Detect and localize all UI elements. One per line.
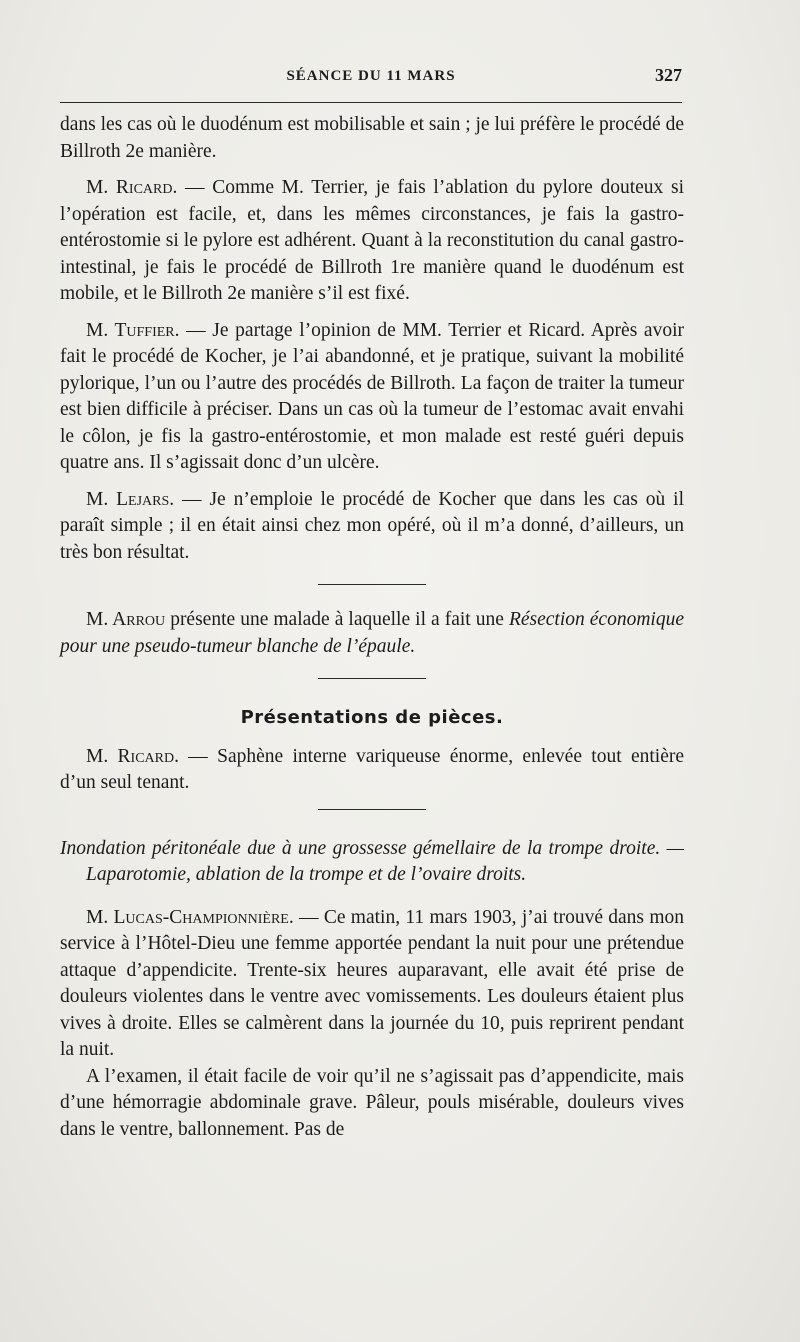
section-heading: Présentations de pièces.	[240, 707, 504, 728]
paragraph-text: — Saphène interne variqueuse énorme, enlevée tout entière d’un seul tenant.	[60, 745, 684, 793]
paragraph-text: — Je partage l’opinion de MM. Terrier et Ricard. Après avoir fait le procédé de Kocher, je l’ai abandonné, et je pratique, suivant la mobilité pylorique, l’un ou l’autre des procédés de Billroth. La façon de traiter la tumeur est bien difficile à préciser. Dans un cas où la tumeur de l’estomac avait envahi le côlon, je fis la gastro-entérostomie, et mon malade est resté guéri depuis quatre ans. Il s’agissait donc d’un ulcère.	[60, 319, 685, 473]
paragraph-arrou	[60, 607, 684, 660]
paragraph-examen: A l’examen, il était facile de voir qu’il ne s’agissait pas d’appendicite, mais d’une hémorragie abdominale grave. Pâleur, pouls misérable, douleurs vives dans le ventre, ballonnement. Pas de	[60, 1065, 684, 1140]
running-header	[60, 56, 682, 96]
header-rule	[60, 102, 682, 103]
speaker-name: M. Tuffier.	[86, 319, 180, 341]
paragraph-continuation: dans les cas où le duodénum est mobilisable et sain ; je lui préfère le procédé de Billroth 2e manière.	[60, 114, 684, 162]
paragraph-text: — Comme M. Terrier, je fais l’ablation du pylore douteux si l’opération est facile, et, dans les mêmes circonstances, je fais la gastro-entérostomie si le pylore est adhérent. Quant à la reconstitution du canal gastro-intestinal, je fais le procédé de Billroth 1re manière quand le duodénum est mobile, et le Billroth 2e manière s’il est fixé.	[60, 177, 684, 304]
separator-rule	[318, 678, 426, 679]
header-title: SÉANCE DU 11 MARS	[286, 67, 456, 84]
paragraph-italic: Résection économique pour une pseudo-tumeur blanche de l’épaule.	[60, 609, 684, 657]
speaker-name: M. Ricard.	[86, 745, 179, 767]
paragraph-ricard-piece	[60, 744, 684, 797]
paragraph-lejars	[60, 487, 684, 567]
case-title: Inondation péritonéale due à une grossesse gémellaire de la trompe droite. — Laparotomie, ablation de la trompe et de l’ovaire droits.	[60, 837, 684, 885]
speaker-name: M. Arrou	[86, 609, 166, 630]
paragraph-ricard	[60, 175, 684, 308]
separator-rule	[318, 809, 426, 810]
paragraph-text: — Je n’emploie le procédé de Kocher que dans les cas où il paraît simple ; il en était ainsi chez mon opéré, où il m’a donné, d’ailleurs, un très bon résultat.	[60, 488, 685, 563]
separator-rule	[318, 584, 426, 585]
speaker-name: M. Ricard.	[86, 177, 178, 198]
speaker-name: M. Lucas-Championnière.	[86, 906, 294, 928]
paragraph-tuffier	[60, 318, 684, 477]
page-body	[60, 112, 684, 1143]
paragraph-lucas-championniere	[60, 905, 684, 1064]
paragraph-text: — Ce matin, 11 mars 1903, j’ai trouvé dans mon service à l’Hôtel-Dieu une femme apportée pendant la nuit pour une prétendue attaque d’appendicite. Trente-six heures auparavant, elle avait été prise de douleurs violentes dans le ventre avec vomissements. Les douleurs étaient plus vives à droite. Elles se calmèrent dans la journée du 10, puis reprirent pendant la nuit.	[60, 906, 684, 1060]
page-number: 327	[655, 65, 682, 85]
paragraph-text: présente une malade à laquelle il a fait une	[165, 609, 509, 630]
speaker-name: M. Lejars.	[86, 488, 175, 510]
